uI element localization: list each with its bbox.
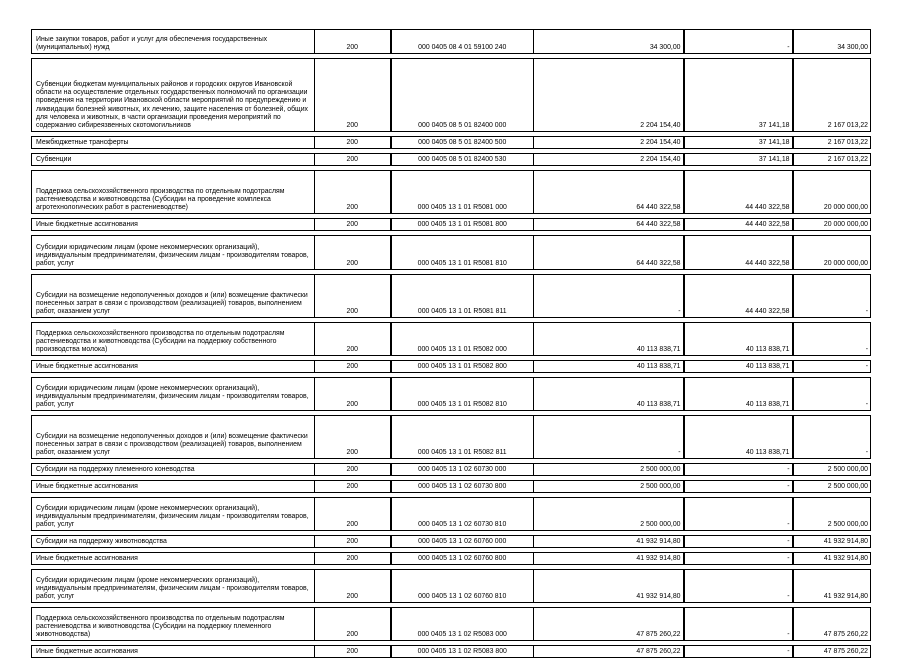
row-kbk-cell: 000 0405 13 1 02 R5083 800 xyxy=(391,646,534,658)
row-kbk-cell: 000 0405 13 1 01 R5081 810 xyxy=(391,236,534,270)
row-code-cell: 200 xyxy=(315,275,391,318)
row-name-cell: Иные бюджетные ассигнования xyxy=(32,361,315,373)
table-row xyxy=(32,323,871,356)
row-name-cell: Субсидии юридическим лицам (кроме некоммерческих организаций), индивидуальным предпринимателям, физическим лицам - производителям товаров, работ, услуг xyxy=(32,498,315,531)
row-amount-remaining-cell: 2 500 000,00 xyxy=(793,481,871,493)
row-amount-approved-cell: 47 875 260,22 xyxy=(534,646,684,658)
row-amount-approved-cell: 2 204 154,40 xyxy=(534,154,684,166)
row-amount-approved-cell: 34 300,00 xyxy=(534,30,684,54)
row-amount-approved-cell: 2 500 000,00 xyxy=(534,481,684,493)
row-amount-executed-cell: 37 141,18 xyxy=(684,154,793,166)
row-code-cell: 200 xyxy=(315,608,391,641)
row-code-cell: 200 xyxy=(315,570,391,603)
row-name-cell: Субсидии юридическим лицам (кроме некоммерческих организаций), индивидуальным предпринимателям, физическим лицам - производителям товаров, работ, услуг xyxy=(32,236,315,270)
table-row xyxy=(32,219,871,231)
row-kbk-cell: 000 0405 13 1 01 R5081 811 xyxy=(391,275,534,318)
row-kbk-cell: 000 0405 08 5 01 82400 000 xyxy=(391,59,534,132)
row-code-cell: 200 xyxy=(315,481,391,493)
row-amount-approved-cell: 47 875 260,22 xyxy=(534,608,684,641)
row-amount-executed-cell: - xyxy=(684,553,793,565)
row-name-cell: Субсидии на возмещение недополученных доходов и (или) возмещение фактически понесенных затрат в связи с производством (реализацией) товаров, выполнением работ, оказанием услуг xyxy=(32,275,315,318)
row-amount-approved-cell: 40 113 838,71 xyxy=(534,361,684,373)
row-code-cell: 200 xyxy=(315,498,391,531)
row-amount-remaining-cell: - xyxy=(793,323,871,356)
row-amount-executed-cell: 44 440 322,58 xyxy=(684,171,793,214)
table-row xyxy=(32,59,871,132)
row-amount-executed-cell: - xyxy=(684,570,793,603)
row-kbk-cell: 000 0405 08 4 01 59100 240 xyxy=(391,30,534,54)
row-amount-executed-cell: 40 113 838,71 xyxy=(684,416,793,459)
row-amount-approved-cell: 40 113 838,71 xyxy=(534,323,684,356)
row-amount-executed-cell: - xyxy=(684,481,793,493)
row-amount-executed-cell: - xyxy=(684,30,793,54)
row-name-cell: Субсидии юридическим лицам (кроме некоммерческих организаций), индивидуальным предпринимателям, физическим лицам - производителям товаров, работ, услуг xyxy=(32,378,315,411)
table-row xyxy=(32,416,871,459)
row-name-cell: Межбюджетные трансферты xyxy=(32,137,315,149)
row-name-cell: Иные бюджетные ассигнования xyxy=(32,219,315,231)
table-row xyxy=(32,646,871,658)
table-row xyxy=(32,171,871,214)
row-amount-remaining-cell: 2 167 013,22 xyxy=(793,137,871,149)
row-amount-remaining-cell: - xyxy=(793,416,871,459)
row-amount-remaining-cell: - xyxy=(793,275,871,318)
row-code-cell: 200 xyxy=(315,378,391,411)
row-amount-remaining-cell: - xyxy=(793,361,871,373)
row-amount-executed-cell: - xyxy=(684,608,793,641)
row-name-cell: Субсидии на поддержку животноводства xyxy=(32,536,315,548)
row-amount-remaining-cell: 2 167 013,22 xyxy=(793,154,871,166)
row-name-cell: Иные бюджетные ассигнования xyxy=(32,646,315,658)
row-amount-remaining-cell: 2 500 000,00 xyxy=(793,464,871,476)
row-amount-remaining-cell: 20 000 000,00 xyxy=(793,171,871,214)
table-row xyxy=(32,608,871,641)
row-kbk-cell: 000 0405 13 1 02 60760 810 xyxy=(391,570,534,603)
row-name-cell: Субсидии на поддержку племенного коневодства xyxy=(32,464,315,476)
row-amount-executed-cell: - xyxy=(684,464,793,476)
row-amount-approved-cell: 2 500 000,00 xyxy=(534,498,684,531)
row-amount-approved-cell: 41 932 914,80 xyxy=(534,553,684,565)
row-name-cell: Иные бюджетные ассигнования xyxy=(32,553,315,565)
row-amount-executed-cell: 37 141,18 xyxy=(684,137,793,149)
row-code-cell: 200 xyxy=(315,361,391,373)
row-amount-executed-cell: 40 113 838,71 xyxy=(684,378,793,411)
row-code-cell: 200 xyxy=(315,553,391,565)
row-kbk-cell: 000 0405 13 1 02 60760 800 xyxy=(391,553,534,565)
row-amount-approved-cell: 2 204 154,40 xyxy=(534,59,684,132)
row-amount-approved-cell: 64 440 322,58 xyxy=(534,236,684,270)
row-amount-executed-cell: - xyxy=(684,498,793,531)
row-amount-remaining-cell: 47 875 260,22 xyxy=(793,646,871,658)
row-amount-remaining-cell: 34 300,00 xyxy=(793,30,871,54)
row-code-cell: 200 xyxy=(315,171,391,214)
row-amount-approved-cell: - xyxy=(534,416,684,459)
table-row xyxy=(32,378,871,411)
row-amount-executed-cell: 40 113 838,71 xyxy=(684,361,793,373)
row-amount-remaining-cell: 41 932 914,80 xyxy=(793,570,871,603)
row-kbk-cell: 000 0405 13 1 01 R5082 811 xyxy=(391,416,534,459)
table-row xyxy=(32,236,871,270)
table-row xyxy=(32,481,871,493)
table-row xyxy=(32,498,871,531)
row-amount-remaining-cell: 41 932 914,80 xyxy=(793,553,871,565)
row-amount-remaining-cell: - xyxy=(793,378,871,411)
row-kbk-cell: 000 0405 13 1 01 R5082 800 xyxy=(391,361,534,373)
row-name-cell: Поддержка сельскохозяйственного производства по отдельным подотраслям растениеводства и животноводства (Субсидии на поддержку племенного животноводства) xyxy=(32,608,315,641)
row-code-cell: 200 xyxy=(315,646,391,658)
row-amount-approved-cell: - xyxy=(534,275,684,318)
row-code-cell: 200 xyxy=(315,236,391,270)
row-amount-executed-cell: 37 141,18 xyxy=(684,59,793,132)
table-row xyxy=(32,553,871,565)
row-kbk-cell: 000 0405 08 5 01 82400 530 xyxy=(391,154,534,166)
row-name-cell: Поддержка сельскохозяйственного производства по отдельным подотраслям растениеводства и животноводства (Субсидии на проведение комплекса агротехнологических работ в растениеводстве) xyxy=(32,171,315,214)
row-code-cell: 200 xyxy=(315,59,391,132)
row-code-cell: 200 xyxy=(315,219,391,231)
row-name-cell: Поддержка сельскохозяйственного производства по отдельным подотраслям растениеводства и животноводства (Субсидии на поддержку собственного производства молока) xyxy=(32,323,315,356)
row-kbk-cell: 000 0405 13 1 01 R5082 810 xyxy=(391,378,534,411)
row-amount-approved-cell: 64 440 322,58 xyxy=(534,171,684,214)
row-amount-approved-cell: 40 113 838,71 xyxy=(534,378,684,411)
row-amount-remaining-cell: 2 500 000,00 xyxy=(793,498,871,531)
row-amount-remaining-cell: 20 000 000,00 xyxy=(793,219,871,231)
row-amount-remaining-cell: 2 167 013,22 xyxy=(793,59,871,132)
row-code-cell: 200 xyxy=(315,464,391,476)
row-name-cell: Субсидии юридическим лицам (кроме некоммерческих организаций), индивидуальным предпринимателям, физическим лицам - производителям товаров, работ, услуг xyxy=(32,570,315,603)
row-amount-approved-cell: 41 932 914,80 xyxy=(534,570,684,603)
row-amount-approved-cell: 64 440 322,58 xyxy=(534,219,684,231)
row-code-cell: 200 xyxy=(315,154,391,166)
table-row xyxy=(32,154,871,166)
row-amount-remaining-cell: 47 875 260,22 xyxy=(793,608,871,641)
row-name-cell: Иные бюджетные ассигнования xyxy=(32,481,315,493)
row-amount-approved-cell: 2 204 154,40 xyxy=(534,137,684,149)
row-amount-executed-cell: 44 440 322,58 xyxy=(684,275,793,318)
row-kbk-cell: 000 0405 13 1 02 60730 800 xyxy=(391,481,534,493)
row-name-cell: Субвенции xyxy=(32,154,315,166)
row-amount-executed-cell: 40 113 838,71 xyxy=(684,323,793,356)
row-code-cell: 200 xyxy=(315,137,391,149)
table-row xyxy=(32,275,871,318)
row-kbk-cell: 000 0405 13 1 01 R5081 800 xyxy=(391,219,534,231)
row-code-cell: 200 xyxy=(315,30,391,54)
row-name-cell: Субсидии на возмещение недополученных доходов и (или) возмещение фактически понесенных затрат в связи с производством (реализацией) товаров, выполнением работ, оказанием услуг xyxy=(32,416,315,459)
row-amount-approved-cell: 41 932 914,80 xyxy=(534,536,684,548)
table-row xyxy=(32,361,871,373)
row-amount-executed-cell: - xyxy=(684,536,793,548)
row-kbk-cell: 000 0405 13 1 01 R5082 000 xyxy=(391,323,534,356)
row-name-cell: Иные закупки товаров, работ и услуг для обеспечения государственных (муниципальных) нужд xyxy=(32,30,315,54)
row-code-cell: 200 xyxy=(315,536,391,548)
table-row xyxy=(32,570,871,603)
row-kbk-cell: 000 0405 08 5 01 82400 500 xyxy=(391,137,534,149)
row-kbk-cell: 000 0405 13 1 02 60760 000 xyxy=(391,536,534,548)
budget-table-body xyxy=(32,30,871,658)
table-row xyxy=(32,137,871,149)
table-row xyxy=(32,536,871,548)
row-amount-executed-cell: 44 440 322,58 xyxy=(684,236,793,270)
table-row xyxy=(32,30,871,54)
row-amount-executed-cell: - xyxy=(684,646,793,658)
row-kbk-cell: 000 0405 13 1 02 60730 810 xyxy=(391,498,534,531)
row-amount-remaining-cell: 20 000 000,00 xyxy=(793,236,871,270)
row-code-cell: 200 xyxy=(315,416,391,459)
budget-table xyxy=(31,29,871,658)
row-amount-approved-cell: 2 500 000,00 xyxy=(534,464,684,476)
row-amount-remaining-cell: 41 932 914,80 xyxy=(793,536,871,548)
row-code-cell: 200 xyxy=(315,323,391,356)
row-kbk-cell: 000 0405 13 1 02 R5083 000 xyxy=(391,608,534,641)
row-kbk-cell: 000 0405 13 1 02 60730 000 xyxy=(391,464,534,476)
row-amount-executed-cell: 44 440 322,58 xyxy=(684,219,793,231)
row-kbk-cell: 000 0405 13 1 01 R5081 000 xyxy=(391,171,534,214)
row-name-cell: Субвенции бюджетам муниципальных районов и городских округов Ивановской области на осуществление отдельных государственных полномочий по организации проведения на территории Ивановской области мероприятий по предупреждению и ликвидации болезней животных, их лечению, защите населения от болезней, общих для человека и животных, в части организации проведения мероприятий по содержанию сибиреязвенных скотомогильников xyxy=(32,59,315,132)
table-row xyxy=(32,464,871,476)
